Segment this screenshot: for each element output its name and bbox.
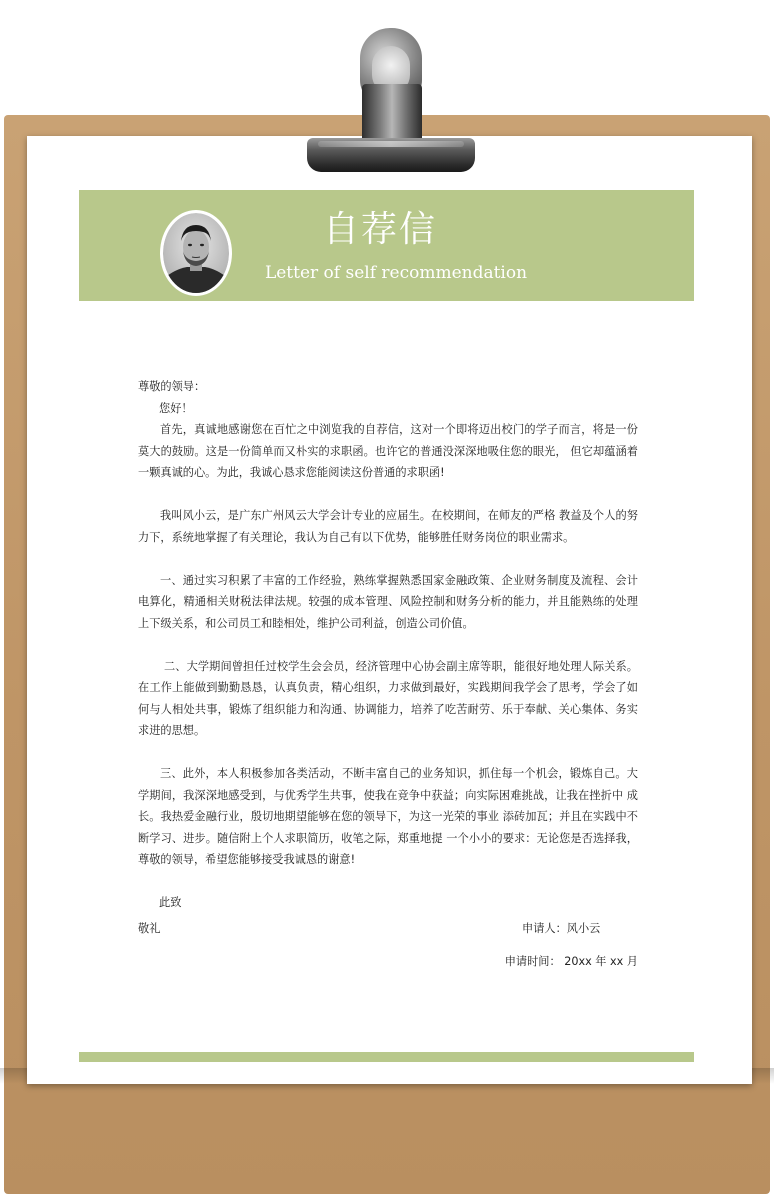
paragraph-intro: 首先，真诚地感谢您在百忙之中浏览我的自荐信，这对一个即将迈出校门的学子而言，将是一份莫大的鼓励。这是一份简单而又朴实的求职函。也许它的普通没深深地吸住您的眼光， 但它却蕴涵着一颗真诚的心。为此，我诚心恳求您能阅读这份普通的求职函!	[138, 423, 638, 479]
paragraph-point-2: 二、大学期间曾担任过校学生会会员，经济管理中心协会副主席等职，能很好地处理人际关系。在工作上能做到勤勤恳恳，认真负责，精心组织，力求做到最好，实践期间我学会了思考，学会了如何与人相处共事，锻炼了组织能力和沟通、协调能力，培养了吃苦耐劳、乐于奉献、关心集体、务实求进的思想。	[138, 659, 638, 737]
spacer	[138, 871, 638, 893]
paragraph-point-1: 一、通过实习积累了丰富的工作经验，熟练掌握熟悉国家金融政策、企业财务制度及流程、会计电算化，精通相关财税法律法规。较强的成本管理、风险控制和财务分析的能力，并且能熟练的处理上下级关系，和公司员工和睦相处，维护公司利益，创造公司价值。	[138, 573, 638, 630]
clip-body-icon	[362, 84, 422, 146]
salutation: 尊敬的领导：	[138, 380, 206, 393]
greeting: 您好！	[159, 401, 193, 415]
spacer	[138, 742, 638, 764]
page-subtitle: Letter of self recommendation	[264, 263, 528, 283]
spacer	[138, 548, 638, 570]
paragraph-point-3: 三、此外，本人积极参加各类活动，不断丰富自己的业务知识，抓住每一个机会，锻炼自己。大学期间，我深深地感受到，与优秀学生共事，使我在竞争中获益；向实际困难挑战，让我在挫折中 成长。我热爱金融行业，殷切地期望能够在您的领导下，为这一光荣的事业 添砖加瓦；并且在实践中不断学习、进步。随信附上个人求职简历，收笔之际，郑重地提 一个小小的要求：无论您是否选择我，尊敬的领导，希望您能够接受我诚恳的谢意!	[138, 767, 638, 866]
spacer	[138, 634, 638, 656]
date-row	[138, 951, 638, 973]
closing-respect: 此致	[159, 896, 182, 909]
application-date: 申请时间： 20xx 年 xx 月	[504, 955, 638, 968]
avatar	[163, 213, 229, 293]
closing-salute: 敬礼	[138, 921, 161, 935]
footer-band	[79, 1052, 694, 1062]
portrait-icon	[163, 213, 229, 293]
page-title: 自荐信	[322, 209, 437, 250]
letter-body	[138, 376, 638, 973]
signature-row	[138, 918, 638, 940]
spacer	[138, 484, 638, 506]
paragraph-self: 我叫风小云，是广东广州风云大学会计专业的应届生。在校期间，在师友的严格 教益及个人的努力下，系统地掌握了有关理论，我认为自己有以下优势，能够胜任财务岗位的职业需求。	[138, 509, 638, 544]
applicant-name: 申请人：风小云	[522, 921, 601, 935]
clip-highlight	[318, 141, 464, 147]
